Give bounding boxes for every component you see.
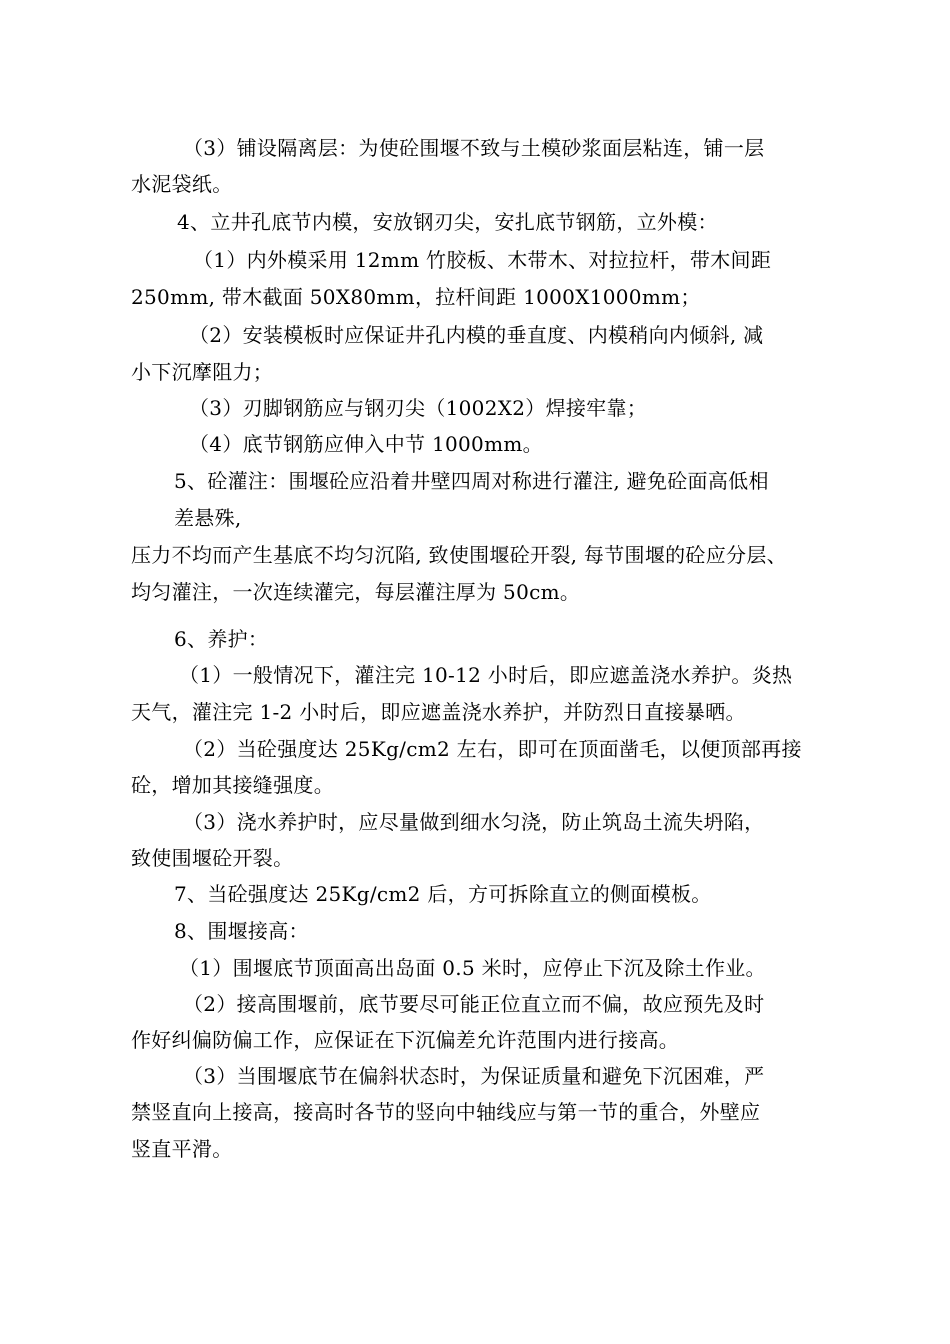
- text-line: 5、砼灌注：围堰砼应沿着井壁四周对称进行灌注, 避免砼面高低相: [174, 469, 769, 493]
- text-line: （2）接高围堰前，底节要尽可能正位直立而不偏，故应预先及时: [183, 992, 765, 1016]
- text-line: 小下沉摩阻力；: [131, 360, 274, 384]
- text-line: 砼，增加其接缝强度。: [131, 773, 334, 797]
- text-line: （3）浇水养护时，应尽量做到细水匀浇，防止筑岛土流失坍陷，: [183, 810, 765, 834]
- text-line: 4、立井孔底节内模，安放钢刃尖，安扎底节钢筋，立外模：: [177, 210, 718, 234]
- text-line: 作好纠偏防偏工作，应保证在下沉偏差允许范围内进行接高。: [131, 1028, 680, 1052]
- text-line: 8、围堰接高：: [174, 919, 309, 943]
- text-line: 6、养护：: [174, 627, 269, 651]
- text-line: 均匀灌注，一次连续灌完，每层灌注厚为 50cm。: [131, 580, 581, 604]
- text-line: （3）刃脚钢筋应与钢刃尖（1002X2）焊接牢靠；: [189, 396, 648, 420]
- text-line: （3）当围堰底节在偏斜状态时，为保证质量和避免下沉困难，严: [183, 1064, 765, 1088]
- text-line: （2）当砼强度达 25Kg/cm2 左右，即可在顶面凿毛，以便顶部再接: [183, 737, 802, 761]
- text-line: 禁竖直向上接高，接高时各节的竖向中轴线应与第一节的重合，外壁应: [131, 1100, 761, 1124]
- text-line: 差悬殊,: [174, 506, 242, 530]
- text-line: （3）铺设隔离层：为使砼围堰不致与土模砂浆面层粘连，铺一层: [183, 136, 765, 160]
- text-line: 水泥袋纸。: [131, 172, 233, 196]
- text-line: （2）安装模板时应保证井孔内模的垂直度、内模稍向内倾斜, 减: [189, 323, 764, 347]
- text-line: 竖直平滑。: [131, 1137, 233, 1161]
- text-line: （1）内外模采用 12mm 竹胶板、木带木、对拉拉杆，带木间距: [193, 248, 772, 272]
- text-line: （1）一般情况下，灌注完 10-12 小时后，即应遮盖浇水养护。炎热: [179, 663, 793, 687]
- text-line: 压力不均而产生基底不均匀沉陷, 致使围堰砼开裂, 每节围堰的砼应分层、: [131, 543, 787, 567]
- text-line: 致使围堰砼开裂。: [131, 846, 294, 870]
- text-line: 250mm, 带木截面 50X80mm，拉杆间距 1000X1000mm；: [131, 285, 701, 309]
- text-line: 天气，灌注完 1-2 小时后，即应遮盖浇水养护，并防烈日直接暴晒。: [131, 700, 746, 724]
- text-line: （1）围堰底节顶面高出岛面 0.5 米时，应停止下沉及除土作业。: [179, 956, 766, 980]
- text-line: （4）底节钢筋应伸入中节 1000mm。: [189, 432, 543, 456]
- text-line: 7、当砼强度达 25Kg/cm2 后，方可拆除直立的侧面模板。: [174, 882, 712, 906]
